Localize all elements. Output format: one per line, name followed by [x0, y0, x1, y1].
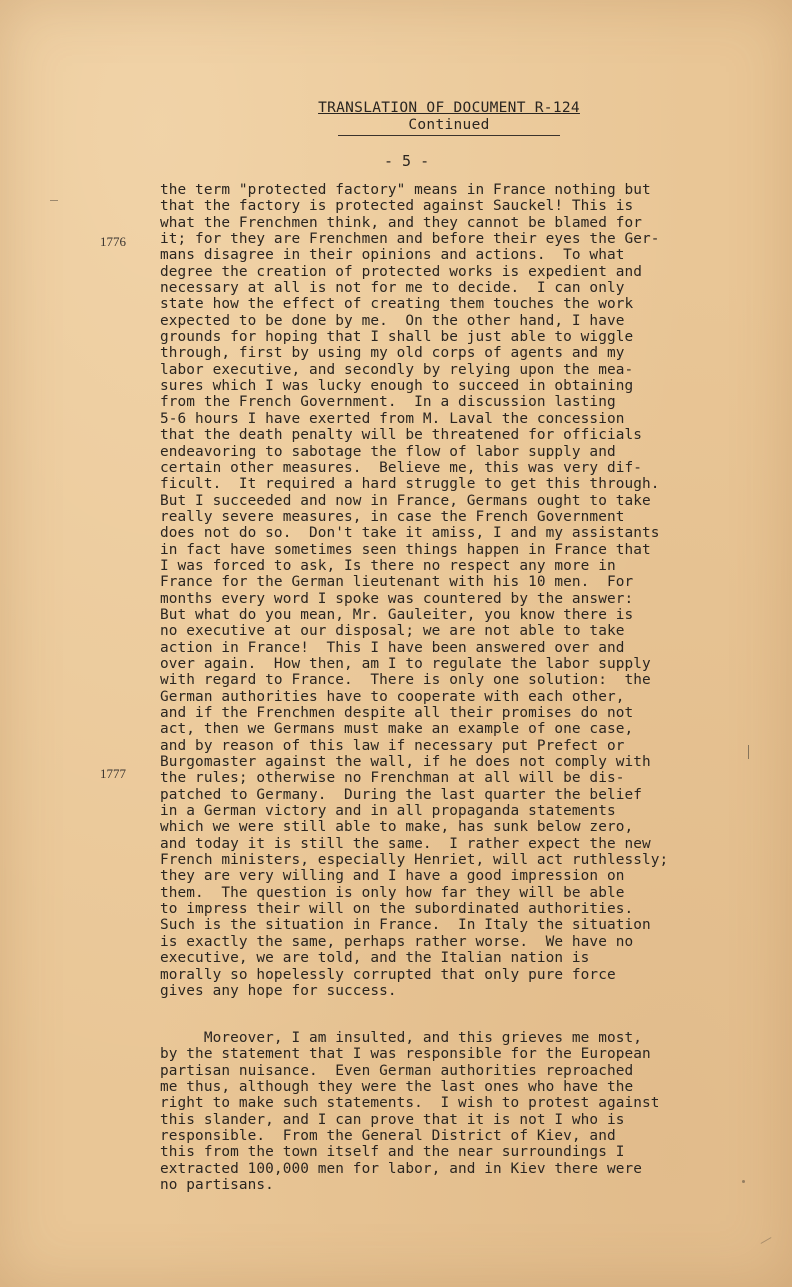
text-line: labor executive, and secondly by relying upon the mea- [160, 361, 634, 378]
margin-mark [742, 1180, 745, 1183]
margin-number-1776: 1776 [100, 234, 126, 249]
text-line: act, then we Germans must make an example of one case, [160, 721, 634, 738]
text-line: and if the Frenchmen despite all their promises do not [160, 705, 634, 721]
text-line: months every word I spoke was countered by the answer: [160, 590, 634, 607]
text-line: grounds for hoping that I shall be just able to wiggle [160, 329, 634, 346]
text-line: really severe measures, in case the French Government [160, 508, 625, 525]
text-line: no partisans. [160, 1177, 274, 1194]
text-line: does not do so. Don't take it amiss, I and my assistants [160, 525, 660, 542]
text-line: the rules; otherwise no Frenchman at all will be dis- [160, 770, 625, 787]
text-line: gives any hope for success. [160, 982, 397, 999]
text-line: endeavoring to sabotage the flow of labor supply and [160, 443, 616, 460]
text-line: in fact have sometimes seen things happen in France that [160, 541, 651, 558]
text-line: they are very willing and I have a good impression on [160, 868, 625, 885]
text-line: degree the creation of protected works is expedient and [160, 263, 643, 280]
text-line: But I succeeded and now in France, Germans ought to take [160, 492, 651, 509]
text-line: state how the effect of creating them touches the work [160, 296, 634, 313]
text-line: ficult. It required a hard struggle to get this through. [160, 476, 660, 493]
text-line: France for the German lieutenant with his 10 men. For [160, 574, 634, 591]
text-line: that the factory is protected against Sauckel! This is [160, 198, 634, 215]
text-line: and by reason of this law if necessary put Prefect or [160, 737, 625, 754]
margin-mark [761, 1237, 772, 1244]
text-line: partisan nuisance. Even German authorities reproached [160, 1062, 634, 1079]
text-line: in a German victory and in all propaganda statements [160, 803, 616, 820]
text-line: this from the town itself and the near surroundings I [160, 1144, 625, 1161]
text-line: executive, we are told, and the Italian nation is [160, 950, 590, 967]
text-line: French ministers, especially Henriet, will act ruthlessly; [160, 852, 669, 869]
document-header [300, 100, 598, 136]
text-line: and today it is still the same. I rather expect the new [160, 835, 651, 852]
margin-mark [50, 200, 58, 201]
text-line: right to make such statements. I wish to protest against [160, 1095, 660, 1112]
page-number: - 5 - [384, 152, 430, 170]
text-line: expected to be done by me. On the other hand, I have [160, 312, 625, 329]
text-line: with regard to France. There is only one solution: the [160, 672, 651, 689]
text-line: this slander, and I can prove that it is not I who is [160, 1111, 625, 1128]
text-line: which we were still able to make, has sunk below zero, [160, 819, 634, 836]
text-line: no executive at our disposal; we are not able to take [160, 623, 625, 640]
text-line: through, first by using my old corps of agents and my [160, 345, 625, 362]
text-line: necessary at all is not for me to decide. I can only [160, 280, 625, 297]
text-line: is exactly the same, perhaps rather worse. We have no [160, 933, 634, 950]
text-line: them. The question is only how far they will be able [160, 884, 625, 901]
text-line: to impress their will on the subordinated authorities. [160, 901, 634, 918]
text-line: morally so hopelessly corrupted that only pure force [160, 966, 616, 983]
text-line: by the statement that I was responsible for the European [160, 1046, 651, 1063]
margin-number-1777: 1777 [100, 766, 126, 781]
text-line: 5-6 hours I have exerted from M. Laval the concession [160, 410, 625, 427]
text-line: that the death penalty will be threatened for officials [160, 427, 643, 444]
text-line: Burgomaster against the wall, if he does not comply with [160, 754, 651, 771]
text-line: patched to Germany. During the last quarter the belief [160, 786, 643, 803]
text-line: from the French Government. In a discussion lasting [160, 394, 616, 411]
text-line: sures which I was lucky enough to succeed in obtaining [160, 378, 634, 395]
document-title: TRANSLATION OF DOCUMENT R-124 [318, 100, 580, 116]
text-line: over again. How then, am I to regulate the labor supply [160, 655, 651, 672]
text-line: certain other measures. Believe me, this was very dif- [160, 459, 643, 476]
text-line: Moreover, I am insulted, and this grieves me most, [160, 1030, 643, 1046]
margin-mark [748, 745, 749, 759]
text-line: what the Frenchmen think, and they cannot be blamed for [160, 214, 643, 231]
text-line: it; for they are Frenchmen and before their eyes the Ger- [160, 231, 660, 248]
body-paragraph-2 [160, 1030, 755, 1193]
text-line: me thus, although they were the last ones who have the [160, 1079, 634, 1096]
text-line: But what do you mean, Mr. Gauleiter, you know there is [160, 606, 634, 623]
text-line: responsible. From the General District of Kiev, and [160, 1128, 616, 1145]
text-line: mans disagree in their opinions and actions. To what [160, 247, 625, 264]
document-subtitle: Continued [338, 117, 559, 136]
text-line: the term "protected factory" means in France nothing but [160, 182, 651, 198]
body-paragraph-1 [160, 182, 755, 999]
text-line: Such is the situation in France. In Italy the situation [160, 917, 651, 934]
text-line: extracted 100,000 men for labor, and in Kiev there were [160, 1160, 643, 1177]
text-line: I was forced to ask, Is there no respect any more in [160, 557, 616, 574]
text-line: action in France! This I have been answered over and [160, 639, 625, 656]
text-line: German authorities have to cooperate with each other, [160, 688, 625, 705]
